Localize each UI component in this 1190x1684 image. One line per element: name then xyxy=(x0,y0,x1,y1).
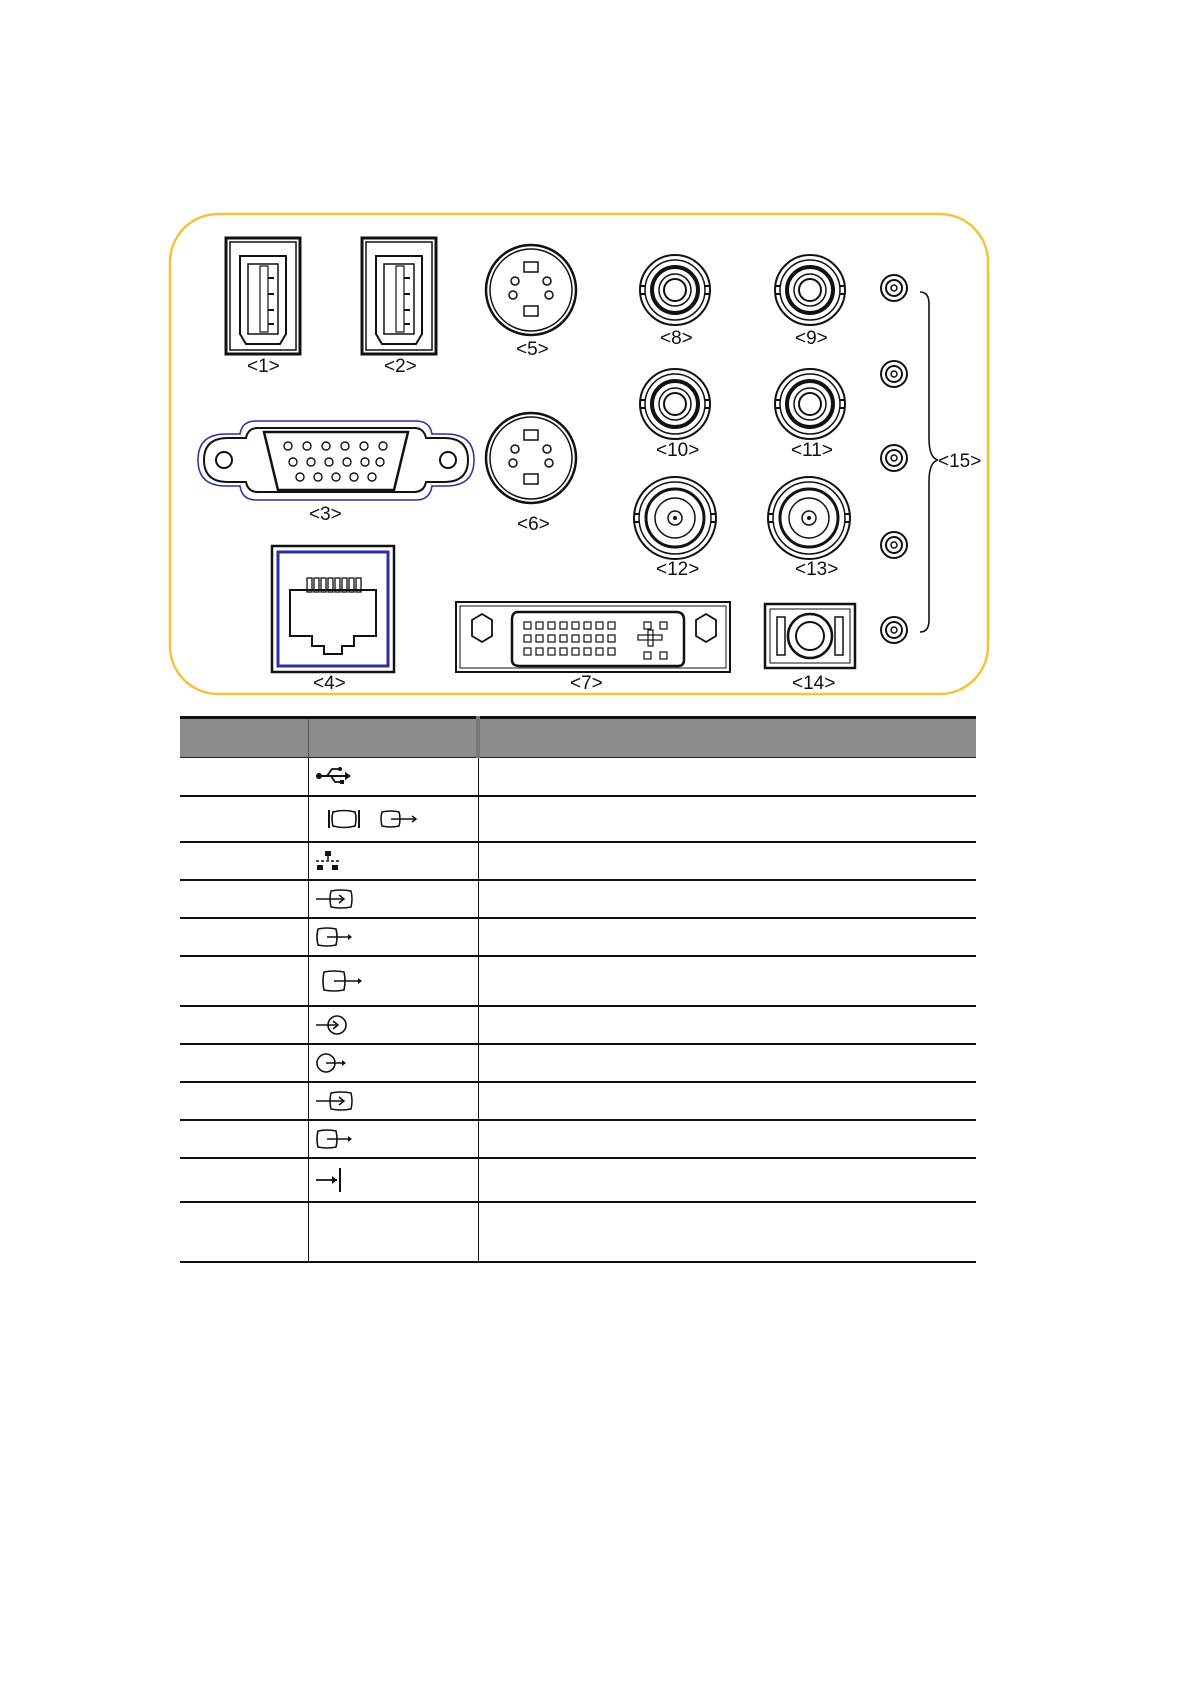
symbol-cell xyxy=(308,842,478,880)
table-row xyxy=(180,956,976,1006)
dvi-port-7 xyxy=(456,602,730,672)
table-header-row xyxy=(180,718,976,758)
rca-port-10 xyxy=(640,369,710,439)
mini-jack-1 xyxy=(881,275,907,301)
header-description xyxy=(478,718,976,758)
mini-jack-5 xyxy=(881,617,907,643)
usb-port-2 xyxy=(362,238,436,354)
rca-port-9 xyxy=(775,255,845,325)
bnc-port-13 xyxy=(768,477,850,559)
table-row xyxy=(180,1006,976,1044)
row-number xyxy=(180,758,308,796)
rca-port-11 xyxy=(775,369,845,439)
row-number xyxy=(180,796,308,842)
row-number xyxy=(180,1120,308,1158)
signal-input-icon xyxy=(315,1013,349,1037)
svideo-port-5 xyxy=(486,245,576,335)
video-output-icon xyxy=(315,925,355,949)
rca-port-8 xyxy=(640,255,710,325)
bnc-port-12 xyxy=(634,477,716,559)
vga-port-3 xyxy=(198,421,474,500)
row-number xyxy=(180,842,308,880)
description-cell xyxy=(478,796,976,842)
row-number xyxy=(180,1158,308,1202)
symbol-cell xyxy=(308,1120,478,1158)
video-output-icon xyxy=(321,968,365,994)
header-no xyxy=(180,718,308,758)
description-cell xyxy=(478,1120,976,1158)
rear-panel-svg xyxy=(168,212,990,696)
port-label-4: <4> xyxy=(313,673,346,694)
svideo-port-6 xyxy=(486,413,576,503)
rear-panel-diagram xyxy=(168,212,990,696)
usb-icon xyxy=(315,766,351,786)
video-output-icon xyxy=(379,807,419,831)
symbol-cell xyxy=(308,880,478,918)
row-number xyxy=(180,1006,308,1044)
port-label-3: <3> xyxy=(309,504,342,525)
row-number xyxy=(180,1044,308,1082)
row-number xyxy=(180,880,308,918)
mini-jack-3 xyxy=(881,445,907,471)
table-row xyxy=(180,880,976,918)
description-cell xyxy=(478,918,976,956)
table-row xyxy=(180,1120,976,1158)
symbol-cell xyxy=(308,1158,478,1202)
ports-table xyxy=(180,716,976,1263)
description-cell xyxy=(478,1202,976,1262)
description-cell xyxy=(478,956,976,1006)
table-row xyxy=(180,1202,976,1262)
row-number xyxy=(180,1202,308,1262)
port-label-1: <1> xyxy=(247,356,280,377)
row-number xyxy=(180,956,308,1006)
signal-output-icon xyxy=(315,1051,349,1075)
description-cell xyxy=(478,1044,976,1082)
network-icon xyxy=(315,850,343,872)
video-output-icon xyxy=(315,1127,355,1151)
description-cell xyxy=(478,1082,976,1120)
mini-jack-4 xyxy=(881,532,907,558)
port-label-8: <8> xyxy=(660,328,693,349)
group-brace xyxy=(920,292,938,632)
symbol-cell xyxy=(308,918,478,956)
mini-jack-2 xyxy=(881,361,907,387)
symbol-cell xyxy=(308,956,478,1006)
video-input-icon xyxy=(315,1089,355,1113)
row-number xyxy=(180,1082,308,1120)
symbol-cell xyxy=(308,1082,478,1120)
port-label-14: <14> xyxy=(792,673,836,694)
symbol-cell xyxy=(308,1044,478,1082)
monitor-icon xyxy=(321,807,365,831)
port-label-6: <6> xyxy=(517,514,550,535)
usb-port-1 xyxy=(226,238,300,354)
table-row xyxy=(180,842,976,880)
port-label-15: <15> xyxy=(938,451,982,472)
port-label-9: <9> xyxy=(795,328,828,349)
ethernet-port-4 xyxy=(272,546,394,672)
row-number xyxy=(180,918,308,956)
description-cell xyxy=(478,842,976,880)
port-label-2: <2> xyxy=(384,356,417,377)
description-cell xyxy=(478,1158,976,1202)
remote-port-14 xyxy=(765,604,855,668)
description-cell xyxy=(478,880,976,918)
table-row xyxy=(180,796,976,842)
port-label-13: <13> xyxy=(795,559,839,580)
symbol-cell xyxy=(308,1006,478,1044)
table-row xyxy=(180,918,976,956)
symbol-cell xyxy=(308,796,478,842)
table-row xyxy=(180,758,976,796)
table-row xyxy=(180,1044,976,1082)
port-label-10: <10> xyxy=(656,440,700,461)
header-symbol xyxy=(308,718,478,758)
symbol-cell xyxy=(308,758,478,796)
port-label-11: <11> xyxy=(791,440,833,461)
description-cell xyxy=(478,1006,976,1044)
port-label-12: <12> xyxy=(656,559,700,580)
table-row xyxy=(180,1082,976,1120)
description-cell xyxy=(478,758,976,796)
video-input-icon xyxy=(315,887,355,911)
table-row xyxy=(180,1158,976,1202)
remote-input-icon xyxy=(315,1166,345,1194)
port-label-5: <5> xyxy=(516,339,549,360)
port-label-7: <7> xyxy=(570,673,603,694)
symbol-cell xyxy=(308,1202,478,1262)
